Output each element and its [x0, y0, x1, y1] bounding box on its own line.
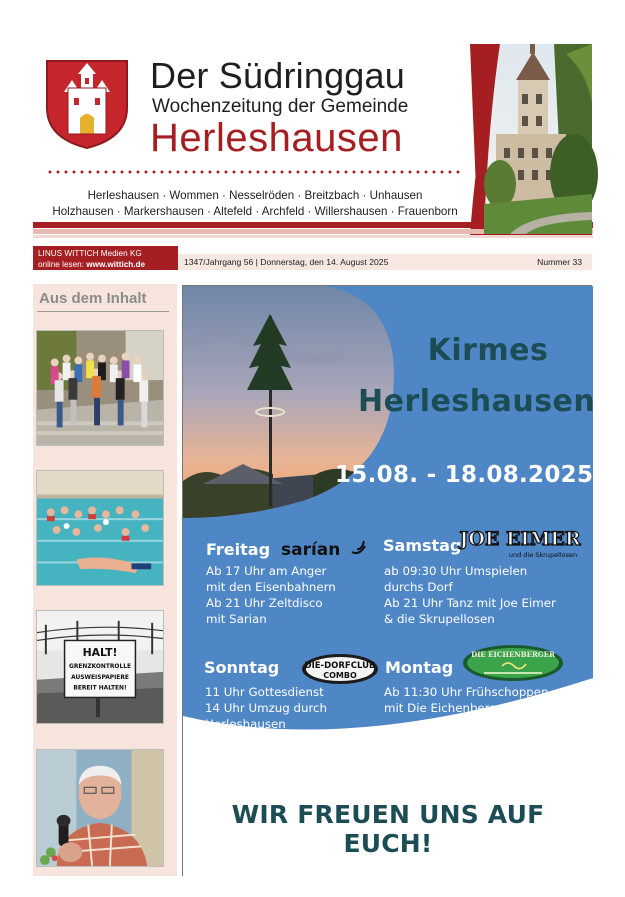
group-photo-image — [37, 331, 163, 445]
town-crest-logo — [44, 58, 130, 150]
poster-title-line-2: Herleshausen — [358, 384, 596, 419]
border-sign-image — [37, 611, 163, 723]
monday-events — [384, 685, 549, 717]
joe-eimer-logo — [459, 523, 581, 561]
eichenberger-logo-icon — [462, 644, 564, 682]
publisher-online — [38, 259, 173, 270]
publisher-box — [33, 246, 178, 270]
masthead — [0, 0, 625, 240]
sign-line-1: HALT! — [82, 646, 118, 660]
event-line: Ab 17 Uhr am Anger — [206, 564, 327, 578]
newspaper-title: Der Südringgau — [150, 55, 405, 96]
monday-heading: Montag — [385, 658, 454, 677]
event-line: durchs Dorf — [384, 579, 453, 594]
thumbnail-swimming-pool[interactable] — [36, 470, 164, 586]
event-line: 11 Uhr Gottesdienst — [205, 685, 324, 699]
online-url-link[interactable]: www.wittich.de — [86, 260, 146, 269]
castle-photo — [470, 44, 592, 234]
sunday-heading: Sonntag — [204, 658, 280, 677]
sign-line-2: GRENZKONTROLLE — [69, 663, 131, 670]
places-list — [30, 188, 480, 219]
event-line: Ab 21 Uhr Tanz mit Joe Eimer — [384, 595, 556, 610]
event-line: anschließend Musik im Festzelt — [205, 732, 389, 747]
event-line: mit Die Eichenberger — [384, 700, 509, 715]
event-line: mit Sarian — [206, 611, 267, 626]
event-line: Ab 11:30 Uhr Frühschoppen — [384, 685, 549, 699]
town-name: Herleshausen — [150, 116, 403, 160]
festival-dates: 15.08. - 18.08.2025 — [335, 462, 594, 488]
sidebar-divider — [37, 311, 169, 312]
sunday-events — [205, 685, 389, 765]
saturday-events — [384, 564, 556, 628]
portrait-image — [37, 750, 163, 866]
eichenberger-logo-text: DIE EICHENBERGER — [471, 650, 555, 659]
contents-sidebar — [33, 284, 177, 876]
places-line: Holzhausen · Markershausen · Altefeld · Archfeld · Willershausen · Frauenborn — [52, 204, 458, 218]
event-line: 14 Uhr Umzug durch — [205, 700, 328, 715]
thumbnail-border-sign[interactable] — [36, 610, 164, 724]
sign-line-4: BEREIT HALTEN! — [73, 685, 127, 692]
newspaper-subtitle: Wochenzeitung der Gemeinde — [152, 96, 409, 117]
dorfclub-logo-text: DIE-DORFCLUB — [304, 661, 376, 671]
sarian-logo-swirl-icon — [349, 538, 369, 556]
joe-eimer-logo-icon — [459, 523, 581, 561]
joe-eimer-logo-subtext: und die Skrupellosen — [508, 551, 578, 559]
event-line: Herleshausen — [205, 716, 286, 731]
issue-info: 1347/Jahrgang 56 | Donnerstag, den 14. August 2025 — [184, 257, 389, 267]
issue-bar — [178, 254, 592, 270]
thumbnail-group-photo[interactable] — [36, 330, 164, 446]
event-line: & die Skrupellosen — [384, 611, 495, 626]
sign-line-3: AUSWEISPAPIERE — [71, 674, 129, 681]
friday-heading: Freitag — [206, 540, 271, 559]
sidebar-title: Aus dem Inhalt — [39, 290, 147, 307]
online-label: online lesen: — [38, 260, 84, 269]
friday-events — [206, 564, 336, 628]
sarian-logo: sarían — [281, 540, 341, 560]
event-line: mit den Eisenbahnern — [206, 579, 336, 594]
thumbnail-portrait[interactable] — [36, 749, 164, 867]
poster-title-line-1: Kirmes — [427, 333, 549, 368]
joe-eimer-logo-text: JOE EIMER — [459, 528, 581, 550]
poster-closing-slogan: WIR FREUEN UNS AUF EUCH! — [231, 800, 545, 858]
publisher-name: LINUS WITTICH Medien KG — [38, 249, 142, 258]
issue-number: Nummer 33 — [537, 257, 582, 267]
saturday-heading: Samstag — [383, 536, 462, 555]
event-line: ab 09:30 Uhr Umspielen — [384, 564, 528, 578]
kirmes-poster — [182, 285, 596, 876]
dotted-divider — [46, 170, 460, 174]
combo-logo-text: COMBO — [323, 671, 357, 680]
dorfclub-combo-logo-icon — [300, 652, 380, 686]
places-line: Herleshausen · Wommen · Nesselröden · Breitzbach · Unhausen — [87, 189, 423, 202]
event-line: mit Die-Dorfclub-Combo — [205, 748, 348, 763]
swimming-pool-image — [37, 471, 163, 585]
event-line: Ab 21 Uhr Zeltdisco — [206, 595, 323, 610]
